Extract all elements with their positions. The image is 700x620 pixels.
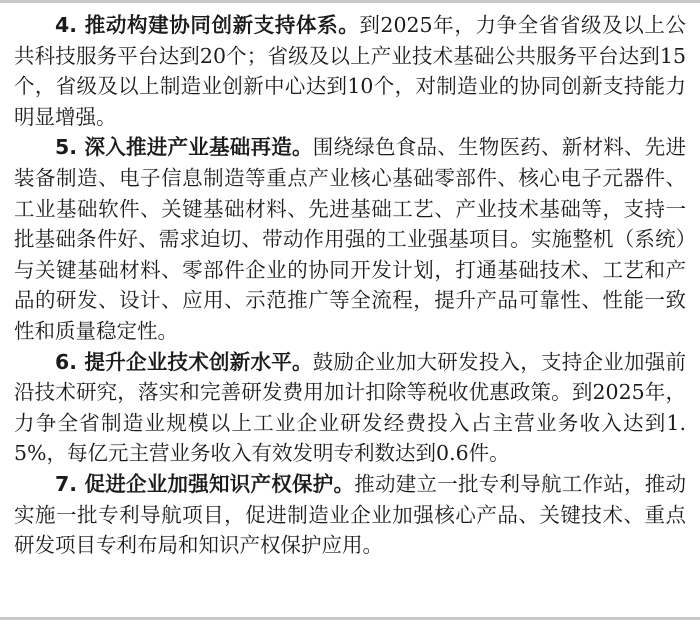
section-7-heading: 7. 促进企业加强知识产权保护。 — [55, 471, 355, 496]
top-border — [0, 0, 700, 3]
section-4-body: 到2025年，力争全省省级及以上公共科技服务平台达到20个；省级及以上产业技术基础公共服务平台达到15个，省级及以上制造业创新中心达到10个，对制造业的协同创新支持能力明显增强。 — [14, 13, 686, 129]
section-5-body: 围绕绿色食品、生物医药、新材料、先进装备制造、电子信息制造等重点产业核心基础零部件、核心电子元器件、工业基础软件、关键基础材料、先进基础工艺、产业技术基础等，支持一批基础条件好、需求迫切、带动作用强的工业强基项目。实施整机（系统）与关键基础材料、零部件企业的协同开发计划，打通基础技术、工艺和产品的研发、设计、应用、示范推广等全流程，提升产品可靠性、性能一致性和质量稳定性。 — [14, 135, 686, 343]
section-6-heading: 6. 提升企业技术创新水平。 — [55, 349, 313, 374]
section-6-paragraph — [14, 347, 686, 469]
section-6-body: 鼓励企业加大研发投入，支持企业加强前沿技术研究，落实和完善研发费用加计扣除等税收优惠政策。到2025年，力争全省制造业规模以上工业企业研发经费投入占主营业务收入达到1.5%，每亿元主营业务收入有效发明专利数达到0.6件。 — [14, 349, 686, 466]
section-4-heading: 4. 推动构建协同创新支持体系。 — [55, 13, 360, 37]
section-4-paragraph — [14, 10, 686, 132]
section-5-heading: 5. 深入推进产业基础再造。 — [55, 135, 313, 160]
section-5-paragraph — [14, 132, 686, 346]
section-7-paragraph — [14, 469, 686, 561]
section-7-body: 推动建立一批专利导航工作站，推动实施一批专利导航项目，促进制造业企业加强核心产品、关键技术、重点研发项目专利布局和知识产权保护应用。 — [14, 471, 686, 558]
